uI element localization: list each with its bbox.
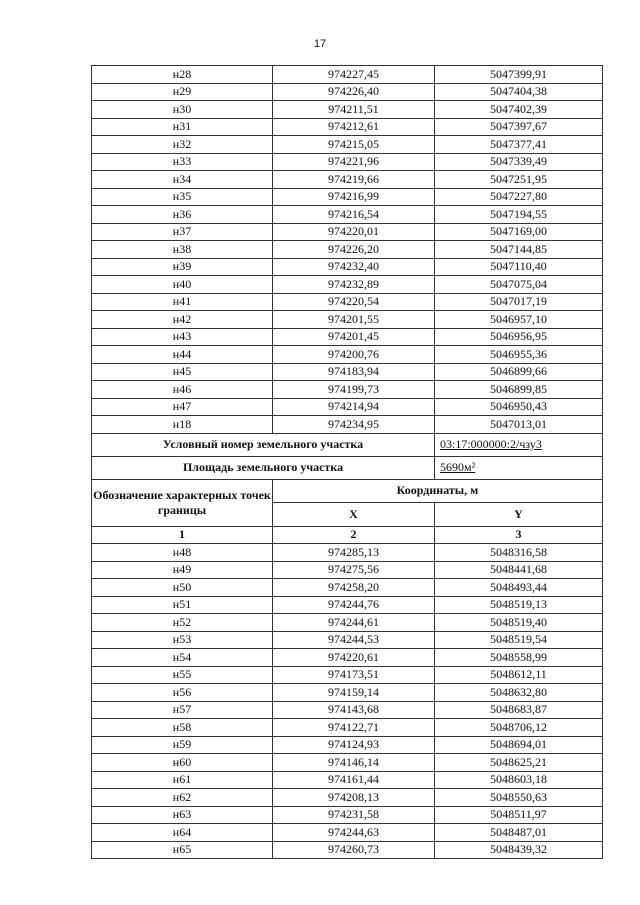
y-coordinate: 5047339,49 (435, 153, 603, 171)
x-coordinate: 974173,51 (273, 666, 435, 684)
x-coordinate: 974161,44 (273, 771, 435, 789)
column-number-1: 1 (92, 526, 273, 544)
parcel-area-row (92, 456, 603, 479)
x-coordinate: 974201,55 (273, 311, 435, 329)
table-row (92, 346, 603, 364)
point-id: н46 (92, 381, 273, 399)
table-row (92, 824, 603, 842)
page-number: 17 (313, 38, 327, 50)
y-coordinate: 5047144,85 (435, 241, 603, 259)
x-coordinate: 974122,71 (273, 719, 435, 737)
table-row (92, 631, 603, 649)
table-row (92, 66, 603, 84)
point-id: н35 (92, 188, 273, 206)
y-coordinate: 5048706,12 (435, 719, 603, 737)
table-row (92, 328, 603, 346)
point-id: н38 (92, 241, 273, 259)
column-number-2: 2 (273, 526, 435, 544)
parcel-number-label: Условный номер земельного участка (92, 433, 435, 456)
x-coordinate: 974244,76 (273, 596, 435, 614)
x-coordinate: 974199,73 (273, 381, 435, 399)
table-row (92, 771, 603, 789)
point-id: н65 (92, 841, 273, 859)
table-row (92, 561, 603, 579)
point-id: н42 (92, 311, 273, 329)
point-id: н33 (92, 153, 273, 171)
point-id: н28 (92, 66, 273, 84)
y-coordinate: 5048316,58 (435, 544, 603, 562)
table-row (92, 83, 603, 101)
y-coordinate: 5048550,63 (435, 789, 603, 807)
x-coordinate: 974124,93 (273, 736, 435, 754)
y-coordinate: 5047251,95 (435, 171, 603, 189)
y-coordinate: 5048519,13 (435, 596, 603, 614)
x-coordinate: 974216,99 (273, 188, 435, 206)
y-coordinate: 5047404,38 (435, 83, 603, 101)
point-id: н32 (92, 136, 273, 154)
parcel-info (92, 433, 603, 544)
points-header: Обозначение характерных точек границы (92, 479, 273, 526)
x-coordinate: 974234,95 (273, 416, 435, 434)
parcel-number-value: 03:17:000000:2/чзу3 (435, 433, 603, 456)
point-id: н29 (92, 83, 273, 101)
point-id: н37 (92, 223, 273, 241)
x-coordinate: 974244,61 (273, 614, 435, 632)
point-id: н55 (92, 666, 273, 684)
coords-header: Координаты, м (273, 479, 603, 503)
table-row (92, 614, 603, 632)
table-header-row (92, 479, 603, 503)
table-row (92, 789, 603, 807)
y-coordinate: 5046956,95 (435, 328, 603, 346)
y-coordinate: 5048694,01 (435, 736, 603, 754)
point-id: н53 (92, 631, 273, 649)
table-row (92, 258, 603, 276)
point-id: н39 (92, 258, 273, 276)
point-id: н40 (92, 276, 273, 294)
point-id: н56 (92, 684, 273, 702)
x-coordinate: 974244,53 (273, 631, 435, 649)
point-id: н30 (92, 101, 273, 119)
coordinates-rows-section-2 (92, 544, 603, 859)
y-coordinate: 5048493,44 (435, 579, 603, 597)
y-coordinate: 5047169,00 (435, 223, 603, 241)
x-coordinate: 974219,66 (273, 171, 435, 189)
point-id: н48 (92, 544, 273, 562)
x-coordinate: 974232,89 (273, 276, 435, 294)
x-coordinate: 974244,63 (273, 824, 435, 842)
y-coordinate: 5046955,36 (435, 346, 603, 364)
y-coordinate: 5047402,39 (435, 101, 603, 119)
point-id: н34 (92, 171, 273, 189)
y-coordinate: 5047017,19 (435, 293, 603, 311)
y-coordinate: 5048519,40 (435, 614, 603, 632)
point-id: н31 (92, 118, 273, 136)
parcel-area-value: 5690м² (435, 456, 603, 479)
table-row (92, 544, 603, 562)
y-coordinate: 5048439,32 (435, 841, 603, 859)
y-coordinate: 5047227,80 (435, 188, 603, 206)
table-row (92, 293, 603, 311)
point-id: н45 (92, 363, 273, 381)
y-coordinate: 5048632,80 (435, 684, 603, 702)
table-row (92, 363, 603, 381)
x-coordinate: 974216,54 (273, 206, 435, 224)
point-id: н47 (92, 398, 273, 416)
y-coordinate: 5048603,18 (435, 771, 603, 789)
x-coordinate: 974285,13 (273, 544, 435, 562)
point-id: н57 (92, 701, 273, 719)
y-coordinate: 5048519,54 (435, 631, 603, 649)
point-id: н60 (92, 754, 273, 772)
table-row (92, 398, 603, 416)
y-coordinate: 5048612,11 (435, 666, 603, 684)
y-coordinate: 5046899,85 (435, 381, 603, 399)
x-coordinate: 974260,73 (273, 841, 435, 859)
point-id: н36 (92, 206, 273, 224)
point-id: н58 (92, 719, 273, 737)
y-coordinate: 5046899,66 (435, 363, 603, 381)
y-coordinate: 5048511,97 (435, 806, 603, 824)
y-coordinate: 5047377,41 (435, 136, 603, 154)
point-id: н64 (92, 824, 273, 842)
table-row (92, 241, 603, 259)
table-row (92, 596, 603, 614)
column-number-3: 3 (435, 526, 603, 544)
y-coordinate: 5047397,67 (435, 118, 603, 136)
table-row (92, 649, 603, 667)
x-coordinate: 974226,40 (273, 83, 435, 101)
y-coordinate: 5046957,10 (435, 311, 603, 329)
y-coordinate: 5047013,01 (435, 416, 603, 434)
x-coordinate: 974215,05 (273, 136, 435, 154)
x-coordinate: 974200,76 (273, 346, 435, 364)
x-coordinate: 974159,14 (273, 684, 435, 702)
table-row (92, 381, 603, 399)
x-coordinate: 974258,20 (273, 579, 435, 597)
x-coordinate: 974227,45 (273, 66, 435, 84)
table-row (92, 754, 603, 772)
x-coordinate: 974231,58 (273, 806, 435, 824)
x-coordinate: 974226,20 (273, 241, 435, 259)
x-header: X (273, 503, 435, 527)
x-coordinate: 974183,94 (273, 363, 435, 381)
y-coordinate: 5046950,43 (435, 398, 603, 416)
table-row (92, 736, 603, 754)
table-row (92, 311, 603, 329)
table-row (92, 101, 603, 119)
y-coordinate: 5047075,04 (435, 276, 603, 294)
table-row (92, 206, 603, 224)
table-row (92, 188, 603, 206)
point-id: н18 (92, 416, 273, 434)
x-coordinate: 974220,61 (273, 649, 435, 667)
y-coordinate: 5048487,01 (435, 824, 603, 842)
y-coordinate: 5048625,21 (435, 754, 603, 772)
y-header: Y (435, 503, 603, 527)
table-row (92, 136, 603, 154)
coordinates-table (91, 65, 603, 859)
x-coordinate: 974232,40 (273, 258, 435, 276)
table-row (92, 416, 603, 434)
x-coordinate: 974221,96 (273, 153, 435, 171)
table-row (92, 153, 603, 171)
x-coordinate: 974212,61 (273, 118, 435, 136)
table-row (92, 684, 603, 702)
x-coordinate: 974220,01 (273, 223, 435, 241)
point-id: н44 (92, 346, 273, 364)
parcel-number-row (92, 433, 603, 456)
point-id: н51 (92, 596, 273, 614)
point-id: н43 (92, 328, 273, 346)
table-row (92, 118, 603, 136)
table-row (92, 171, 603, 189)
table-row (92, 806, 603, 824)
point-id: н63 (92, 806, 273, 824)
x-coordinate: 974214,94 (273, 398, 435, 416)
coordinates-rows-section-1 (92, 66, 603, 434)
point-id: н49 (92, 561, 273, 579)
table-row (92, 719, 603, 737)
point-id: н62 (92, 789, 273, 807)
x-coordinate: 974208,13 (273, 789, 435, 807)
table-row (92, 841, 603, 859)
x-coordinate: 974275,56 (273, 561, 435, 579)
x-coordinate: 974143,68 (273, 701, 435, 719)
point-id: н54 (92, 649, 273, 667)
x-coordinate: 974146,14 (273, 754, 435, 772)
y-coordinate: 5048558,99 (435, 649, 603, 667)
column-numbers-row (92, 526, 603, 544)
table-row (92, 701, 603, 719)
parcel-area-label: Площадь земельного участка (92, 456, 435, 479)
y-coordinate: 5048683,87 (435, 701, 603, 719)
y-coordinate: 5047194,55 (435, 206, 603, 224)
y-coordinate: 5048441,68 (435, 561, 603, 579)
table-row (92, 276, 603, 294)
point-id: н59 (92, 736, 273, 754)
point-id: н52 (92, 614, 273, 632)
point-id: н61 (92, 771, 273, 789)
point-id: н41 (92, 293, 273, 311)
table-row (92, 223, 603, 241)
point-id: н50 (92, 579, 273, 597)
x-coordinate: 974201,45 (273, 328, 435, 346)
table-row (92, 579, 603, 597)
table-row (92, 666, 603, 684)
y-coordinate: 5047110,40 (435, 258, 603, 276)
x-coordinate: 974211,51 (273, 101, 435, 119)
y-coordinate: 5047399,91 (435, 66, 603, 84)
x-coordinate: 974220,54 (273, 293, 435, 311)
